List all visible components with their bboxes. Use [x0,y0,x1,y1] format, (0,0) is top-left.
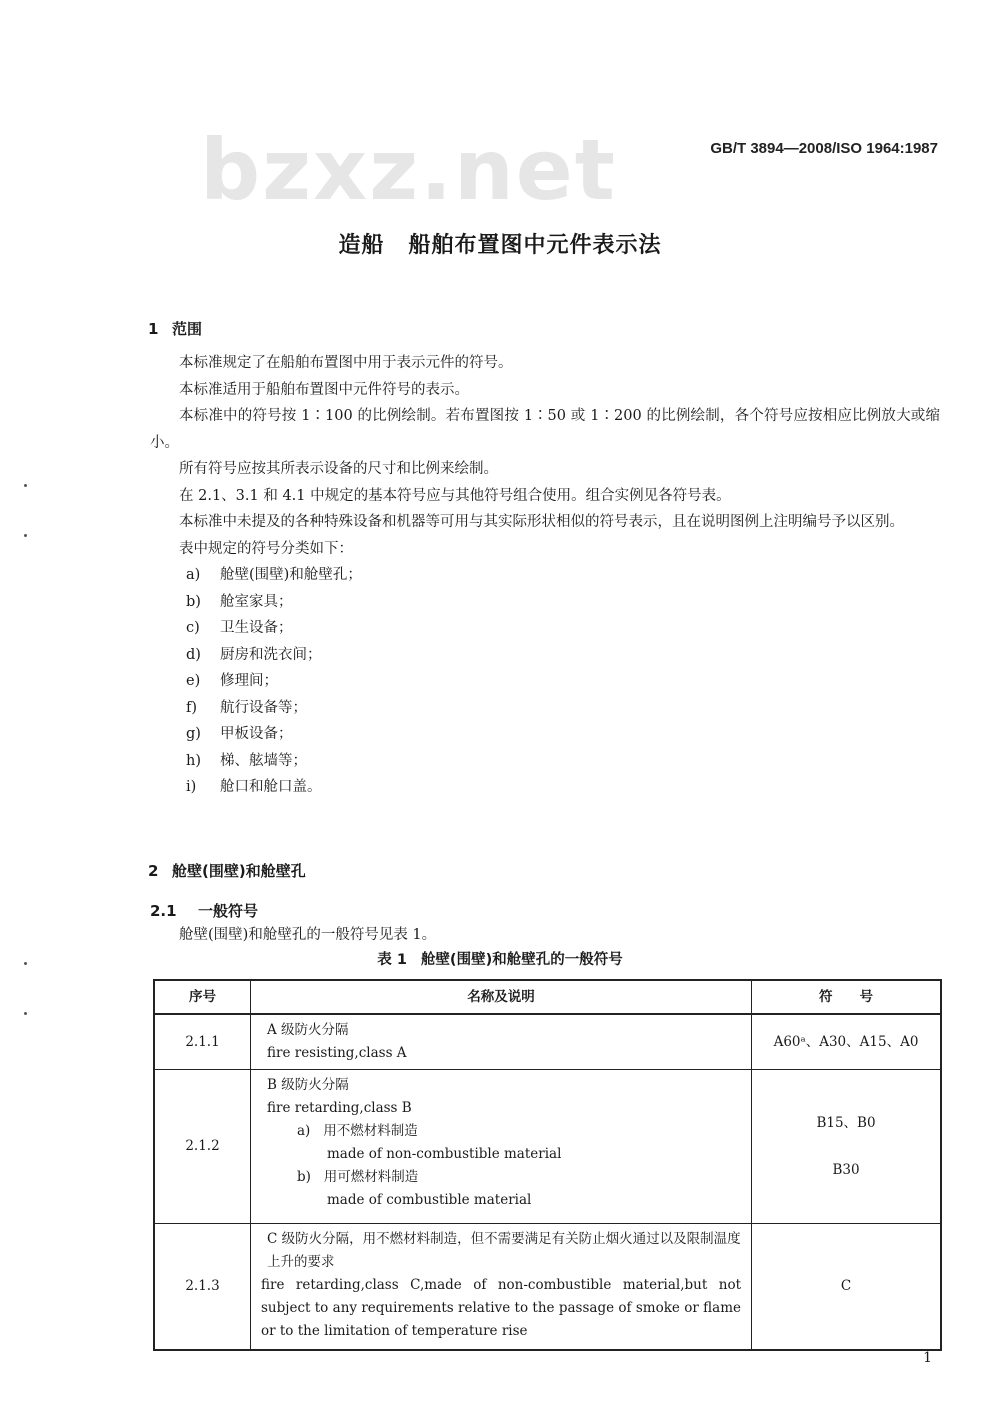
desc-en: fire resisting,class A [267,1045,407,1061]
list-text: 厨房和洗衣间； [220,646,322,663]
sub-item-b-en: made of combustible material [327,1192,532,1208]
list-item [150,774,940,801]
desc-cn: C 级防火分隔，用不燃材料制造，但不需要满足有关防止烟火通过以及限制温度上升的要求 [267,1231,741,1270]
row-symbol [752,1070,942,1224]
list-text: 舱口和舱口盖。 [220,779,322,795]
margin-dot [24,962,27,965]
sub-label: b) [297,1169,311,1185]
list-item [150,668,940,695]
section-number: 1 [148,320,159,338]
list-item [150,562,940,589]
row-symbol: A60ᵃ、A30、A15、A0 [752,1014,942,1070]
table-row [154,1070,941,1224]
paragraph: 所有符号应按其所表示设备的尺寸和比例来绘制。 [179,461,498,477]
list-item [150,615,940,642]
row-symbol: C [752,1224,942,1350]
list-item [150,589,940,616]
paragraph: 本标准中未提及的各种特殊设备和机器等可用与其实际形状相似的符号表示，且在说明图例上注明编号予以区别。 [179,514,904,530]
desc-cn: A 级防火分隔 [267,1022,349,1038]
list-item [150,721,940,748]
table-title: 舱壁(围壁)和舱壁孔的一般符号 [420,952,623,968]
section-1-heading [148,318,202,339]
desc-en: fire retarding,class C,made of non-combustible material,but not subject to any requirements relative to the passage of smoke or flame or to the limitation of temperature rise [261,1277,741,1339]
list-text: 航行设备等； [220,699,307,716]
sub-item-a-en: made of non-combustible material [327,1146,562,1162]
section-title: 一般符号 [198,902,259,920]
paragraph: 本标准适用于船舶布置图中元件符号的表示。 [179,381,469,398]
desc-cn: B 级防火分隔 [267,1077,349,1093]
section-title: 范围 [172,320,203,338]
margin-dot [24,1012,27,1015]
paragraph: 在 2.1、3.1 和 4.1 中规定的基本符号应与其他符号组合使用。组合实例见各符号表。 [179,487,731,504]
list-label: a) [186,567,201,583]
document-title [0,228,1000,259]
row-no: 2.1.1 [154,1014,251,1070]
standard-code: GB/T 3894—2008/ISO 1964:1987 [710,140,938,157]
symbols-table [153,979,942,1351]
list-label: h) [186,752,201,769]
section-title: 舱壁(围壁)和舱壁孔 [172,862,306,880]
row-desc [251,1070,752,1224]
section-number: 2.1 [150,902,177,920]
section-2-1-heading [150,900,258,921]
list-text: 舱壁(围壁)和舱壁孔； [220,567,362,583]
list-item [150,748,940,775]
page-number: 1 [923,1350,932,1366]
list-text: 梯、舷墙等； [220,752,307,769]
title-part-2: 船舶布置图中元件表示法 [408,233,662,258]
list-label: c) [186,620,200,636]
sub-item-b [267,1166,741,1189]
section-1-body [150,350,940,801]
sub-item-a [267,1120,741,1143]
section-number: 2 [148,862,159,880]
header-no: 序号 [154,980,251,1014]
paragraph: 表中规定的符号分类如下： [179,540,353,557]
list-text: 甲板设备； [220,726,293,742]
sub-label: a) [297,1123,311,1139]
paragraph: 本标准规定了在船舶布置图中用于表示元件的符号。 [179,355,513,371]
margin-dot [24,484,27,487]
row-no: 2.1.2 [154,1070,251,1224]
paragraph: 本标准中的符号按 1∶100 的比例绘制。若布置图按 1∶50 或 1∶200 的比例绘制，各个符号应按相应比例放大或缩小。 [150,408,940,451]
header-symbol: 符 号 [752,980,942,1014]
list-label: i) [186,779,197,795]
margin-dot [24,534,27,537]
symbol-a: B15、B0 [816,1114,876,1131]
table-row [154,1014,941,1070]
list-text: 舱室家具； [220,593,293,610]
list-label: g) [186,726,201,742]
sub-cn: 用不燃材料制造 [323,1123,418,1139]
watermark: bzxz.net [200,121,617,219]
list-text: 卫生设备； [220,620,293,636]
table-number: 表 1 [377,952,407,968]
list-item [150,642,940,669]
header-desc: 名称及说明 [251,980,752,1014]
section-2-1-intro: 舱壁(围壁)和舱壁孔的一般符号见表 1。 [179,927,437,943]
sub-cn: 用可燃材料制造 [323,1169,419,1185]
row-no: 2.1.3 [154,1224,251,1350]
row-desc [251,1224,752,1350]
list-item [150,695,940,722]
table-header-row [154,980,941,1014]
table-row [154,1224,941,1350]
symbol-b: B30 [832,1161,860,1178]
title-part-1: 造船 [338,233,385,258]
list-label: b) [186,593,201,610]
list-label: e) [186,673,201,689]
row-desc [251,1014,752,1070]
list-label: f) [186,699,198,716]
list-label: d) [186,646,201,663]
list-text: 修理间； [220,673,278,689]
table-caption [0,948,1000,969]
desc-en: fire retarding,class B [267,1100,412,1116]
section-2-heading [148,860,306,881]
